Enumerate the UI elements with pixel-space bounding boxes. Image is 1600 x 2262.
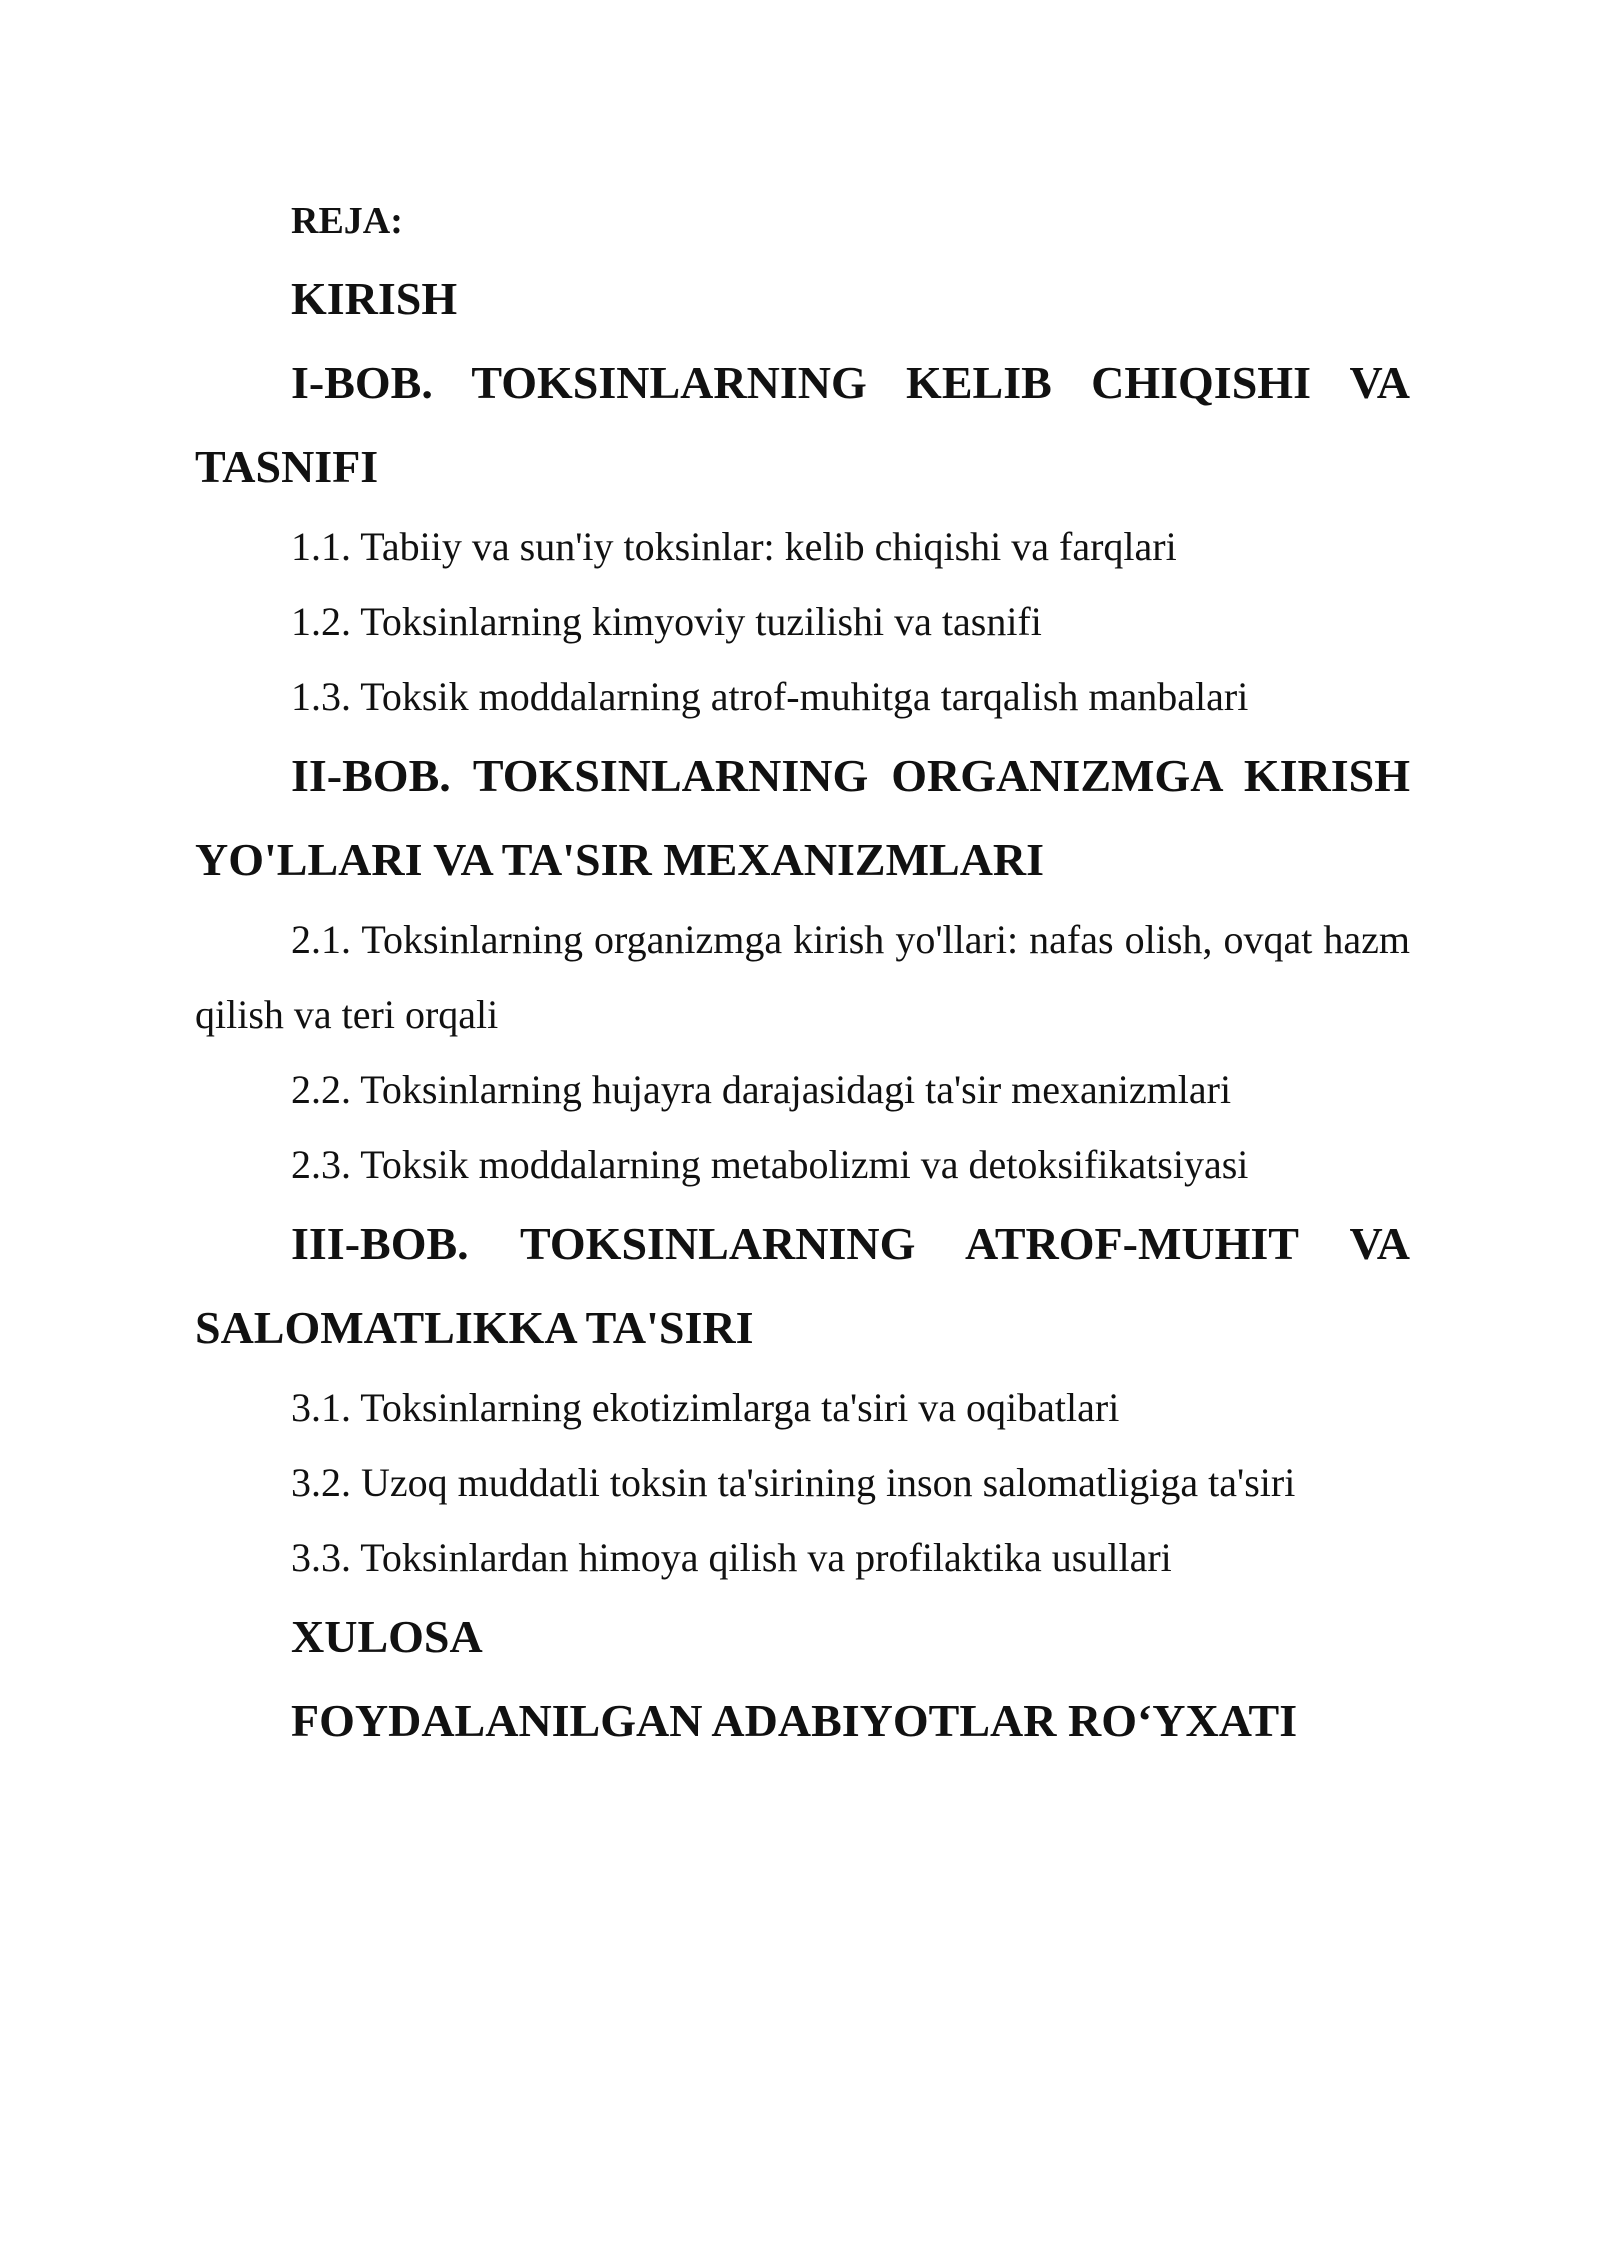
chapter-2-title: II-BOB. TOKSINLARNING ORGANIZMGA KIRISH YO'LLARI VA TA'SIR MEXANIZMLARI xyxy=(195,750,1410,885)
table-of-contents xyxy=(195,185,1410,1763)
chapter-1-title: I-BOB. TOKSINLARNING KELIB CHIQISHI VA TASNIFI xyxy=(195,357,1410,492)
section-1-2: 1.2. Toksinlarning kimyoviy tuzilishi va tasnifi xyxy=(291,599,1042,644)
conclusion-heading: XULOSA xyxy=(291,1611,483,1662)
references-heading: FOYDALANILGAN ADABIYOTLAR RO‘YXATI xyxy=(291,1695,1298,1746)
section-2-1: 2.1. Toksinlarning organizmga kirish yo'llari: nafas olish, ovqat hazm qilish va teri orqali xyxy=(195,917,1410,1037)
section-1-1: 1.1. Tabiiy va sun'iy toksinlar: kelib chiqishi va farqlari xyxy=(291,524,1177,569)
section-3-1: 3.1. Toksinlarning ekotizimlarga ta'siri va oqibatlari xyxy=(291,1385,1120,1430)
chapter-3-title: III-BOB. TOKSINLARNING ATROF-MUHIT VA SALOMATLIKKA TA'SIRI xyxy=(195,1218,1410,1353)
section-2-3: 2.3. Toksik moddalarning metabolizmi va detoksifikatsiyasi xyxy=(291,1142,1249,1187)
section-3-2: 3.2. Uzoq muddatli toksin ta'sirining inson salomatligiga ta'siri xyxy=(291,1460,1296,1505)
plan-heading: REJA: xyxy=(291,200,403,242)
introduction-heading: KIRISH xyxy=(291,273,458,324)
section-2-2: 2.2. Toksinlarning hujayra darajasidagi ta'sir mexanizmlari xyxy=(291,1067,1232,1112)
section-3-3: 3.3. Toksinlardan himoya qilish va profilaktika usullari xyxy=(291,1535,1172,1580)
section-1-3: 1.3. Toksik moddalarning atrof-muhitga tarqalish manbalari xyxy=(291,674,1249,719)
